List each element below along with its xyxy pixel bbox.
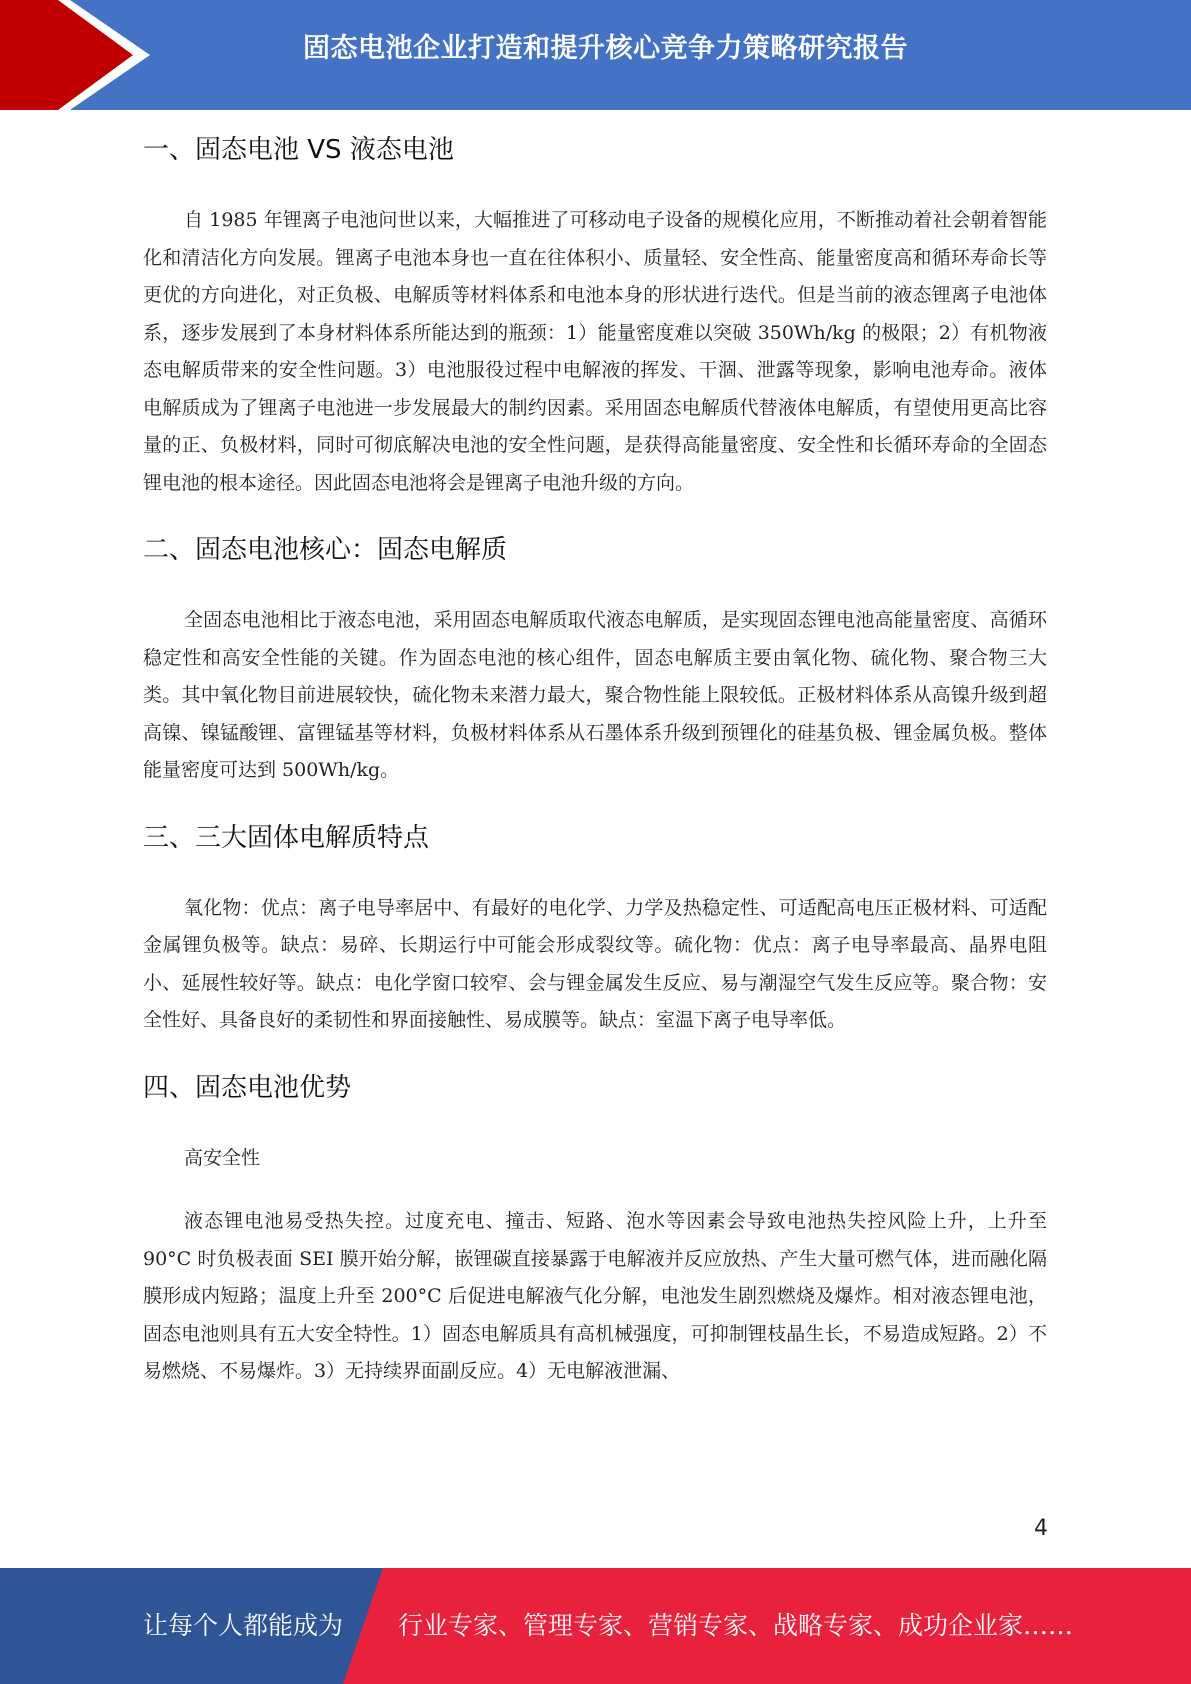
section-heading: 一、固态电池 VS 液态电池	[143, 135, 454, 165]
page-content	[143, 124, 1047, 1391]
paragraph: 自 1985 年锂离子电池问世以来，大幅推进了可移动电子设备的规模化应用，不断推动着社会朝着智能化和清洁化方向发展。锂离子电池本身也一直在往体积小、质量轻、安全性高、能量密度高和循环寿命长等更优的方向进化，对正负极、电解质等材料体系和电池本身的形状进行迭代。但是当前的液态锂离子电池体系，逐步发展到了本身材料体系所能达到的瓶颈：1）能量密度难以突破 350Wh/kg 的极限；2）有机物液态电解质带来的安全性问题。3）电池服役过程中电解液的挥发、干涸、泄露等现象，影响电池寿命。液体电解质成为了锂离子电池进一步发展最大的制约因素。采用固态电解质代替液体电解质，有望使用更高比容量的正、负极材料，同时可彻底解决电池的安全性问题，是获得高能量密度、安全性和长循环寿命的全固态锂电池的根本途径。因此固态电池将会是锂离子电池升级的方向。	[143, 209, 1047, 494]
page-footer	[0, 1568, 1191, 1684]
section-heading: 四、固态电池优势	[143, 1072, 352, 1103]
section-heading: 三、三大固体电解质特点	[143, 822, 430, 853]
page-number: 4	[1034, 1516, 1048, 1541]
section-2	[143, 524, 1047, 790]
paragraph: 全固态电池相比于液态电池，采用固态电解质取代液态电解质，是实现固态锂电池高能量密度、高循环稳定性和高安全性能的关键。作为固态电池的核心组件，固态电解质主要由氧化物、硫化物、聚合物三大类。其中氧化物目前进展较快，硫化物未来潜力最大，聚合物性能上限较低。正极材料体系从高镍升级到超高镍、镍锰酸锂、富锂锰基等材料，负极材料体系从石墨体系升级到预锂化的硅基负极、锂金属负极。整体能量密度可达到 500Wh/kg。	[143, 609, 1047, 781]
paragraph: 液态锂电池易受热失控。过度充电、撞击、短路、泡水等因素会导致电池热失控风险上升，上升至 90°C 时负极表面 SEI 膜开始分解，嵌锂碳直接暴露于电解液并反应放热、产生大量可燃气体，进而融化隔膜形成内短路；温度上升至 200°C 后促进电解液气化分解，电池发生剧烈燃烧及爆炸。相对液态锂电池，固态电池则具有五大安全特性。1）固态电解质具有高机械强度，可抑制锂枝晶生长，不易造成短路。2）不易燃烧、不易爆炸。3）无持续界面副反应。4）无电解液泄漏、	[143, 1210, 1047, 1382]
subsection-heading: 高安全性	[184, 1146, 261, 1169]
footer-slogan-lead: 让每个人都能成为	[143, 1611, 344, 1640]
paragraph: 氧化物：优点：离子电导率居中、有最好的电化学、力学及热稳定性、可适配高电压正极材料、可适配金属锂负极等。缺点：易碎、长期运行中可能会形成裂纹等。硫化物：优点：离子电导率最高、晶界电阻小、延展性较好等。缺点：电化学窗口较窄、会与锂金属发生反应、易与潮湿空气发生反应等。聚合物：安全性好、具备良好的柔韧性和界面接触性、易成膜等。缺点：室温下离子电导率低。	[143, 896, 1047, 1031]
section-4	[143, 1062, 1047, 1391]
footer-slogan-roles: 行业专家、管理专家、营销专家、战略专家、成功企业家……	[398, 1611, 1074, 1640]
section-heading: 二、固态电池核心：固态电解质	[143, 535, 508, 565]
section-1	[143, 124, 1047, 502]
section-3	[143, 812, 1047, 1040]
page-header	[0, 0, 1191, 110]
document-title: 固态电池企业打造和提升核心竞争力策略研究报告	[303, 33, 908, 64]
